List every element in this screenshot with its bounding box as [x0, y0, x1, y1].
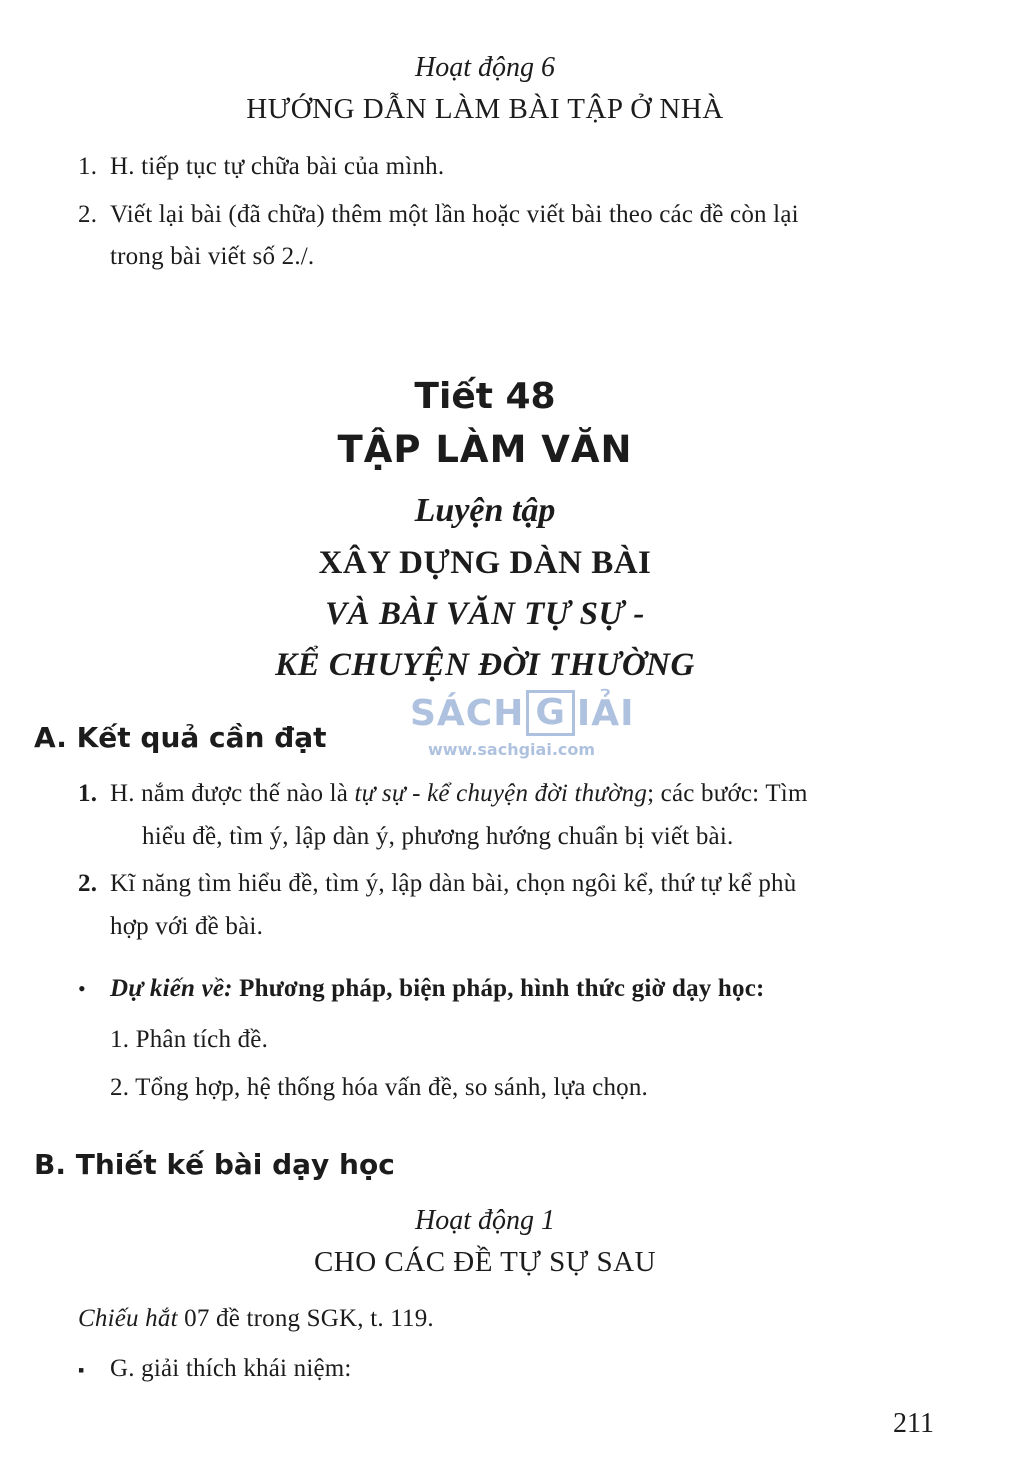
section-a-heading: A. Kết quả cần đạt	[34, 721, 327, 754]
activity6-item-2-line2: trong bài viết số 2./.	[110, 243, 315, 270]
bullet-em: Dự kiến về:	[110, 975, 233, 1002]
item-number: 1.	[78, 153, 98, 180]
lesson-practice: Luyện tập	[414, 492, 556, 529]
lesson-number: Tiết 48	[414, 376, 556, 417]
item-text-em: tự sự - kể chuyện đời thường	[354, 780, 648, 807]
watermark-text-right: IẢI	[576, 692, 635, 734]
lesson-subject: TẬP LÀM VĂN	[337, 428, 633, 471]
activity1-title: Hoạt động 1	[415, 1205, 555, 1236]
watermark-url: www.sachgiai.com	[428, 740, 596, 759]
square-bullet-icon: ▪	[78, 1360, 85, 1380]
section-a-item-2	[78, 870, 796, 898]
item-number: 1.	[78, 780, 98, 807]
bullet-strong: Phương pháp, biện pháp, hình thức giờ dạy học:	[232, 975, 765, 1002]
line-em: Chiếu hắt	[78, 1305, 178, 1332]
line-rest: 07 đề trong SGK, t. 119.	[177, 1305, 434, 1332]
bullet-icon: •	[78, 976, 86, 1001]
section-b-heading: B. Thiết kế bài dạy học	[34, 1148, 395, 1181]
item-text: H. tiếp tục tự chữa bài của mình.	[110, 153, 445, 180]
lesson-topic-line3: KỂ CHUYỆN ĐỜI THƯỜNG	[275, 647, 695, 683]
method-item-2: 2. Tổng hợp, hệ thống hóa vấn đề, so sánh, lựa chọn.	[110, 1074, 649, 1101]
watermark-logo	[410, 690, 635, 759]
page-number: 211	[893, 1408, 934, 1439]
activity1-heading: CHO CÁC ĐỀ TỰ SỰ SAU	[313, 1246, 657, 1278]
method-item-1: 1. Phân tích đề.	[110, 1026, 269, 1053]
bullet-text: G. giải thích khái niệm:	[110, 1355, 352, 1382]
lesson-topic-line1: XÂY DỰNG DÀN BÀI	[318, 545, 652, 581]
watermark-text-left: SÁCH	[410, 692, 525, 734]
item-number: 2.	[78, 201, 98, 228]
activity6-heading: HƯỚNG DẪN LÀM BÀI TẬP Ở NHÀ	[246, 93, 724, 125]
item-text-line1: Kĩ năng tìm hiểu đề, tìm ý, lập dàn bài, chọn ngôi kể, thứ tự kể phù	[110, 870, 797, 897]
activity6-item-1	[78, 153, 444, 181]
item-text-pre: H. nắm được thế nào là	[110, 780, 355, 807]
lesson-topic-line2: VÀ BÀI VĂN TỰ SỰ -	[325, 596, 645, 632]
section-a-item-1-line2: hiểu đề, tìm ý, lập dàn ý, phương hướng chuẩn bị viết bài.	[142, 823, 734, 850]
section-b-line	[78, 1305, 434, 1333]
activity6-title: Hoạt động 6	[415, 52, 555, 83]
section-a-item-1	[78, 780, 808, 808]
section-a-bullet	[78, 975, 765, 1003]
activity6-item-2	[78, 201, 799, 229]
item-number: 2.	[78, 870, 98, 897]
section-a-item-2-line2: hợp với đề bài.	[110, 913, 264, 940]
section-b-bullet	[78, 1355, 352, 1383]
item-text-line1: Viết lại bài (đã chữa) thêm một lần hoặc viết bài theo các đề còn lại	[110, 201, 799, 228]
item-text-post: ; các bước: Tìm	[647, 780, 808, 807]
watermark-g-box: G	[526, 690, 575, 736]
